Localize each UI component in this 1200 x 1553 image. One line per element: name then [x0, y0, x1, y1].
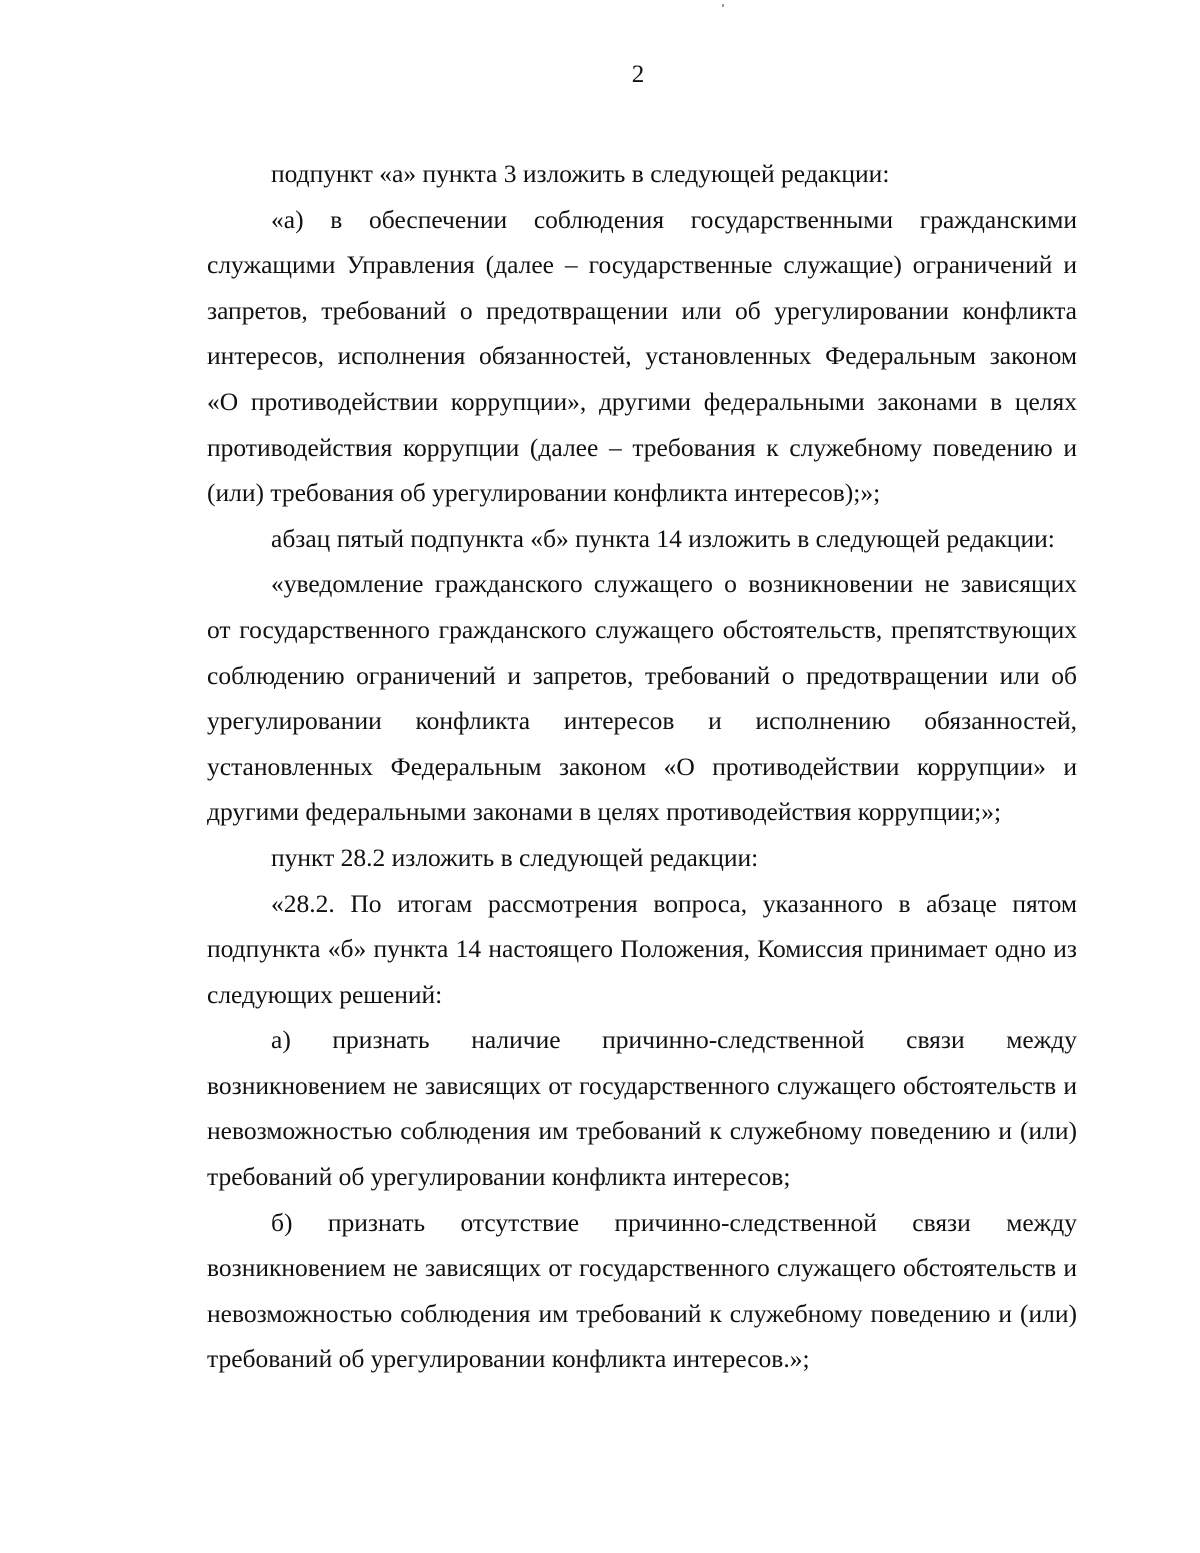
- paragraph-decision-a: а) признать наличие причинно-следственной связи между возникновением не зависящих от государственного служащего обстоятельств и невозможностью соблюдения им требований к служебному поведению и (или) требований об урегулировании конфликта интересов;: [207, 1025, 1077, 1192]
- paragraph-notification-text: «уведомление гражданского служащего о возникновении не зависящих от государственного гражданского служащего обстоятельств, препятствующих соблюдению ограничений и запретов, требований о предотвращении или об урегулировании конфликта интересов и исполнению обязанностей, установленных Федеральным законом «О противодействии коррупции» и другими федеральными законами в целях противодействия коррупции;»;: [207, 569, 1077, 827]
- scan-artifact: [722, 4, 724, 7]
- paragraph-decision-b: б) признать отсутствие причинно-следственной связи между возникновением не зависящих от государственного служащего обстоятельств и невозможностью соблюдения им требований к служебному поведению и (или) требований об урегулировании конфликта интересов.»;: [207, 1207, 1077, 1374]
- document-body: [207, 151, 1077, 1382]
- paragraph-item-28-2-text: «28.2. По итогам рассмотрения вопроса, указанного в абзаце пятом подпункта «б» пункта 14 настоящего Положения, Комиссия принимает одно из следующих решений:: [207, 888, 1077, 1009]
- paragraph-subitem-a-text: «а) в обеспечении соблюдения государственными гражданскими служащими Управления (далее – государственные служащие) ограничений и запретов, требований о предотвращении или об урегулировании конфликта интересов, исполнения обязанностей, установленных Федеральным законом «О противодействии коррупции», другими федеральными законами в целях противодействия коррупции (далее – требования к служебному поведению и (или) требования об урегулировании конфликта интересов);»;: [207, 204, 1077, 508]
- page-number: 2: [631, 61, 645, 88]
- paragraph-amend-item-28-2: пункт 28.2 изложить в следующей редакции:: [271, 842, 759, 872]
- paragraph-amend-subitem-b: абзац пятый подпункта «б» пункта 14 изложить в следующей редакции:: [271, 523, 1055, 553]
- paragraph-amend-subitem-a: подпункт «а» пункта 3 изложить в следующей редакции:: [271, 159, 890, 188]
